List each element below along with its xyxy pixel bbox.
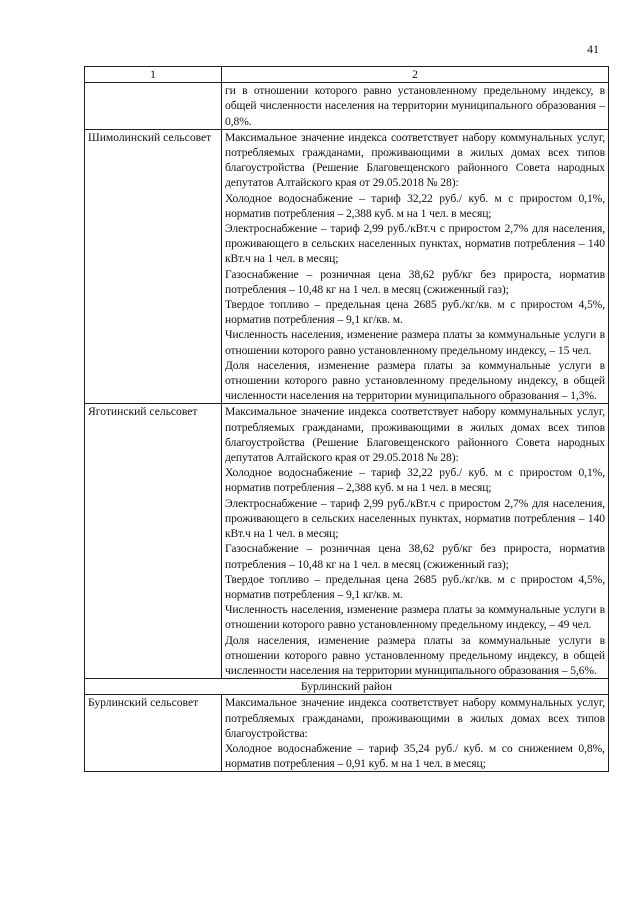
table-row — [85, 404, 609, 679]
paragraph: Холодное водоснабжение – тариф 35,24 руб./ куб. м со снижением 0,8%, норматив потребления – 0,91 куб. м на 1 чел. в месяц; — [225, 741, 605, 771]
municipality-name-cell — [85, 83, 222, 130]
municipality-name-cell: Шимолинский сельсовет — [85, 129, 222, 404]
paragraph: Максимальное значение индекса соответствует набору коммунальных услуг, потребляемых гражданами, проживающими в жилых домах всех типов благоустройства: — [225, 696, 605, 740]
district-row — [85, 679, 609, 695]
paragraph: Газоснабжение – розничная цена 38,62 руб/кг без прироста, норматив потребления – 10,48 кг на 1 чел. в месяц (сжиженный газ); — [225, 542, 605, 571]
paragraph: Твердое топливо – предельная цена 2685 руб./кг/кв. м с приростом 4,5%, норматив потребления – 9,1 кг/кв. м. — [225, 298, 605, 327]
paragraph: Максимальное значение индекса соответствует набору коммунальных услуг, потребляемых гражданами, проживающими в жилых домах всех типов благоустройства (Решение Благовещенского районного Совета народных депутатов Алтайского края от 29.05.2018 № 28): — [225, 130, 605, 190]
paragraph: Твердое топливо – предельная цена 2685 руб./кг/кв. м с приростом 4,5%, норматив потребления – 9,1 кг/кв. м. — [225, 572, 605, 601]
paragraph: Численность населения, изменение размера платы за коммунальные услуги в отношении которого равно установленному предельному индексу, – 49 чел. — [225, 603, 605, 632]
paragraph: Доля населения, изменение размера платы за коммунальные услуги в отношении которого равно установленному предельному индексу, в общей численности населения на территории муниципального образования – 1,3%. — [225, 358, 605, 403]
table-header-row — [85, 67, 609, 83]
municipality-name-cell: Бурлинский сельсовет — [85, 695, 222, 772]
paragraph: Газоснабжение – розничная цена 38,62 руб/кг без прироста, норматив потребления – 10,48 кг на 1 чел. в месяц (сжиженный газ); — [225, 267, 605, 296]
paragraph: ги в отношении которого равно установленному предельному индексу, в общей численности населения на территории муниципального образования – 0,8%. — [225, 84, 605, 128]
document-table — [84, 66, 609, 772]
column-header-1: 1 — [85, 67, 222, 83]
description-cell — [222, 695, 609, 772]
description-cell — [222, 129, 609, 404]
table-row — [85, 129, 609, 404]
description-cell — [222, 404, 609, 679]
table-row — [85, 83, 609, 130]
paragraph: Электроснабжение – тариф 2,99 руб./кВт.ч с приростом 2,7% для населения, проживающего в сельских населенных пунктах, норматив потребления – 140 кВт.ч на 1 чел. в месяц; — [225, 496, 605, 541]
municipality-name-cell: Яготинский сельсовет — [85, 404, 222, 679]
paragraph: Максимальное значение индекса соответствует набору коммунальных услуг, потребляемых гражданами, проживающими в жилых домах всех типов благоустройства (Решение Благовещенского районного Совета народных депутатов Алтайского края от 29.05.2018 № 28): — [225, 405, 605, 465]
table-row — [85, 695, 609, 772]
paragraph: Электроснабжение – тариф 2,99 руб./кВт.ч с приростом 2,7% для населения, проживающего в сельских населенных пунктах, норматив потребления – 140 кВт.ч на 1 чел. в месяц; — [225, 222, 605, 266]
page-number: 41 — [587, 42, 599, 56]
paragraph: Численность населения, изменение размера платы за коммунальные услуги в отношении которого равно установленному предельному индексу, – 15 чел. — [225, 328, 605, 357]
paragraph: Холодное водоснабжение – тариф 32,22 руб./ куб. м с приростом 0,1%, норматив потребления – 2,388 куб. м на 1 чел. в месяц; — [225, 191, 605, 220]
description-cell — [222, 83, 609, 130]
column-header-2: 2 — [222, 67, 609, 83]
paragraph: Холодное водоснабжение – тариф 32,22 руб./ куб. м с приростом 0,1%, норматив потребления – 2,388 куб. м на 1 чел. в месяц; — [225, 466, 605, 495]
district-heading: Бурлинский район — [85, 679, 609, 695]
paragraph: Доля населения, изменение размера платы за коммунальные услуги в отношении которого равно установленному предельному индексу, в общей численности населения на территории муниципального образования – 5,6%. — [225, 633, 605, 677]
